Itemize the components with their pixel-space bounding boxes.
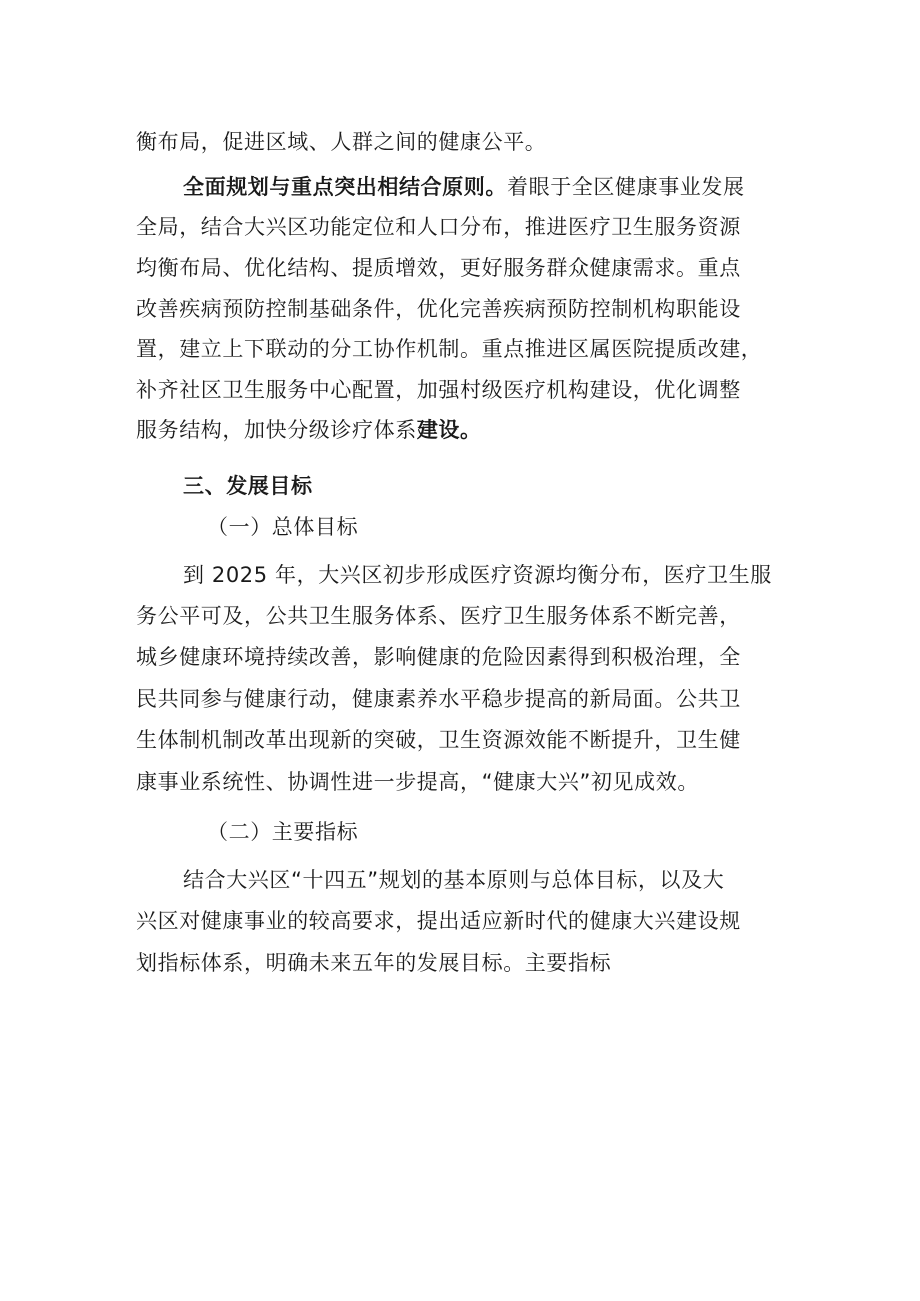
subsection-heading: （一）总体目标 (207, 515, 359, 539)
paragraph-line: 置，建立上下联动的分工协作机制。重点推进区属医院提质改建， (136, 337, 763, 361)
paragraph-line: 康事业系统性、协调性进一步提高，“健康大兴”初见成效。 (136, 770, 699, 794)
bold-text: 建设。 (416, 418, 482, 442)
section-heading: 三、发展目标 (183, 474, 313, 498)
paragraph-text: 着眼于全区健康事业发展 (507, 175, 745, 199)
paragraph-line: 全局，结合大兴区功能定位和人口分布，推进医疗卫生服务资源 (136, 215, 741, 239)
paragraph-line: 结合大兴区“十四五”规划的基本原则与总体目标，以及大 (183, 868, 725, 892)
paragraph-line: 城乡健康环境持续改善，影响健康的危险因素得到积极治理，全 (136, 645, 741, 669)
paragraph-line: 生体制机制改革出现新的突破，卫生资源效能不断提升，卫生健 (136, 728, 741, 752)
paragraph-line: 务公平可及，公共卫生服务体系、医疗卫生服务体系不断完善， (136, 604, 741, 628)
paragraph-line: 衡布局，促进区域、人群之间的健康公平。 (136, 130, 547, 154)
paragraph-line: 补齐社区卫生服务中心配置，加强村级医疗机构建设，优化调整 (136, 378, 741, 402)
principle-paragraph-first-line (183, 170, 745, 204)
paragraph-line: 兴区对健康事业的较高要求，提出适应新时代的健康大兴建设规 (136, 909, 741, 933)
paragraph-line: 均衡布局、优化结构、提质增效，更好服务群众健康需求。重点 (136, 256, 741, 280)
paragraph-line: 到 2025 年，大兴区初步形成医疗资源均衡分布，医疗卫生服 (183, 563, 772, 587)
subsection-heading: （二）主要指标 (207, 820, 359, 844)
principle-heading: 全面规划与重点突出相结合原则。 (183, 175, 507, 199)
paragraph-line: 划指标体系，明确未来五年的发展目标。主要指标 (136, 951, 612, 975)
paragraph-line: 改善疾病预防控制基础条件，优化完善疾病预防控制机构职能设 (136, 297, 741, 321)
paragraph-line (136, 413, 482, 447)
paragraph-line: 民共同参与健康行动，健康素养水平稳步提高的新局面。公共卫 (136, 687, 741, 711)
paragraph-text: 服务结构，加快分级诊疗体系 (136, 418, 417, 442)
